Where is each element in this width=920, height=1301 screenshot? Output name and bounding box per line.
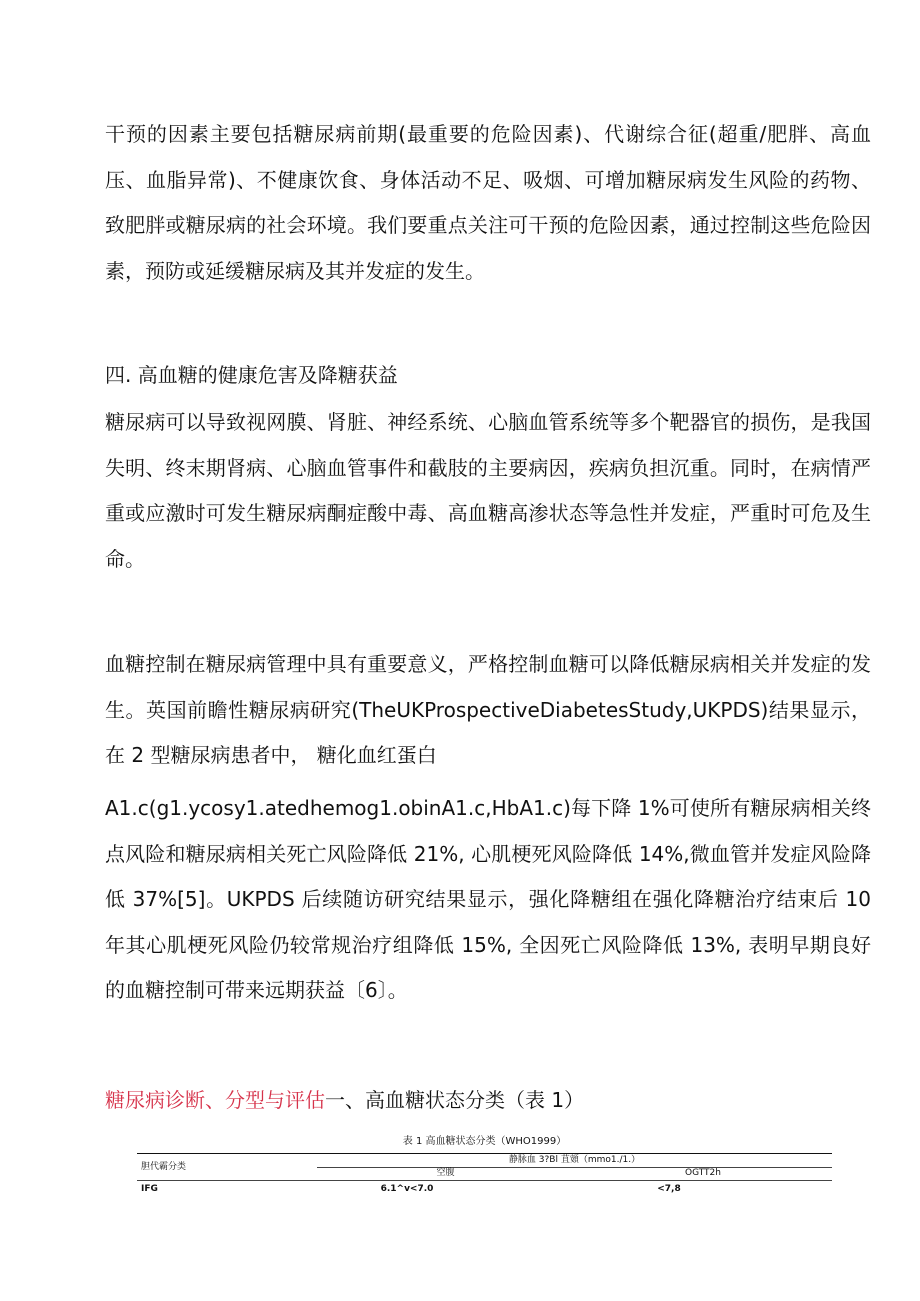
table-col1-header: 胆代霸分类 — [141, 1162, 187, 1172]
table-hyperglycemia-classification — [137, 1135, 832, 1196]
table-cell-fasting: 6.1^v<7.0 — [380, 1184, 434, 1194]
section-title-red: 糖尿病诊断、分型与评估 — [105, 1088, 325, 1112]
table-cell-label: IFG — [141, 1184, 158, 1194]
table-cell-ogtt: <7,8 — [657, 1184, 681, 1194]
table-subheader-ogtt: OGTT2h — [684, 1168, 721, 1178]
paragraph-risk-factors: 干预的因素主要包括糖尿病前期(最重要的危险因素)、代谢综合征(超重/肥胖、高血压、血脂异常)、不健康饮食、身体活动不足、吸烟、可增加糖尿病发生风险的药物、致肥胖或糖尿病的社会环境。我们要重点关注可干预的危险因素，通过控制这些危险因素，预防或延缓糖尿病及其并发症的发生。 — [105, 122, 871, 283]
table-row — [137, 1183, 832, 1196]
table-caption: 表 1 高血糖状态分类（WHO1999） — [402, 1136, 567, 1147]
paragraph-glucose-control: 血糖控制在糖尿病管理中具有重要意义，严格控制血糖可以降低糖尿病相关并发症的发生。英国前瞻性糖尿病研究(TheUKProspectiveDiabetesStudy,UKPDS)结果显示，在 2 型糖尿病患者中， 糖化血红蛋白 — [105, 652, 871, 767]
section-title — [105, 1085, 871, 1115]
section-title-black: 一、高血糖状态分类（表 1） — [325, 1088, 585, 1112]
section-heading-4: 四. 高血糖的健康危害及降糖获益 — [105, 363, 398, 387]
paragraph-hyperglycemia-harm: 糖尿病可以导致视网膜、肾脏、神经系统、心脑血管系统等多个靶器官的损伤，是我国失明、终末期肾病、心脑血管事件和截肢的主要病因，疾病负担沉重。同时，在病情严重或应激时可发生糖尿病酮症酸中毒、高血糖高渗状态等急性并发症，严重时可危及生命。 — [105, 410, 871, 571]
paragraph-ukpds-results: A1.c(g1.ycosy1.atedhemog1.obinA1.c,HbA1.c)每下降 1%可使所有糖尿病相关终点风险和糖尿病相关死亡风险降低 21%, 心肌梗死风险降低 14%,微血管并发症风险降低 37%[5]。UKPDS 后续随访研究结果显示，强化降糖组在强化降糖治疗结束后 10 年其心肌梗死风险仍较常规治疗组降低 15%, 全因死亡风险降低 13%, 表明早期良好的血糖控制可带来远期获益〔6〕。 — [105, 796, 871, 1002]
table-group-header: 静脉血 3?Bl 苴頞（mmo1./1.） — [508, 1155, 641, 1165]
table-header-row — [137, 1154, 832, 1180]
table-subheader-fasting: 空腹 — [436, 1168, 455, 1178]
table-header-rule — [137, 1180, 832, 1181]
